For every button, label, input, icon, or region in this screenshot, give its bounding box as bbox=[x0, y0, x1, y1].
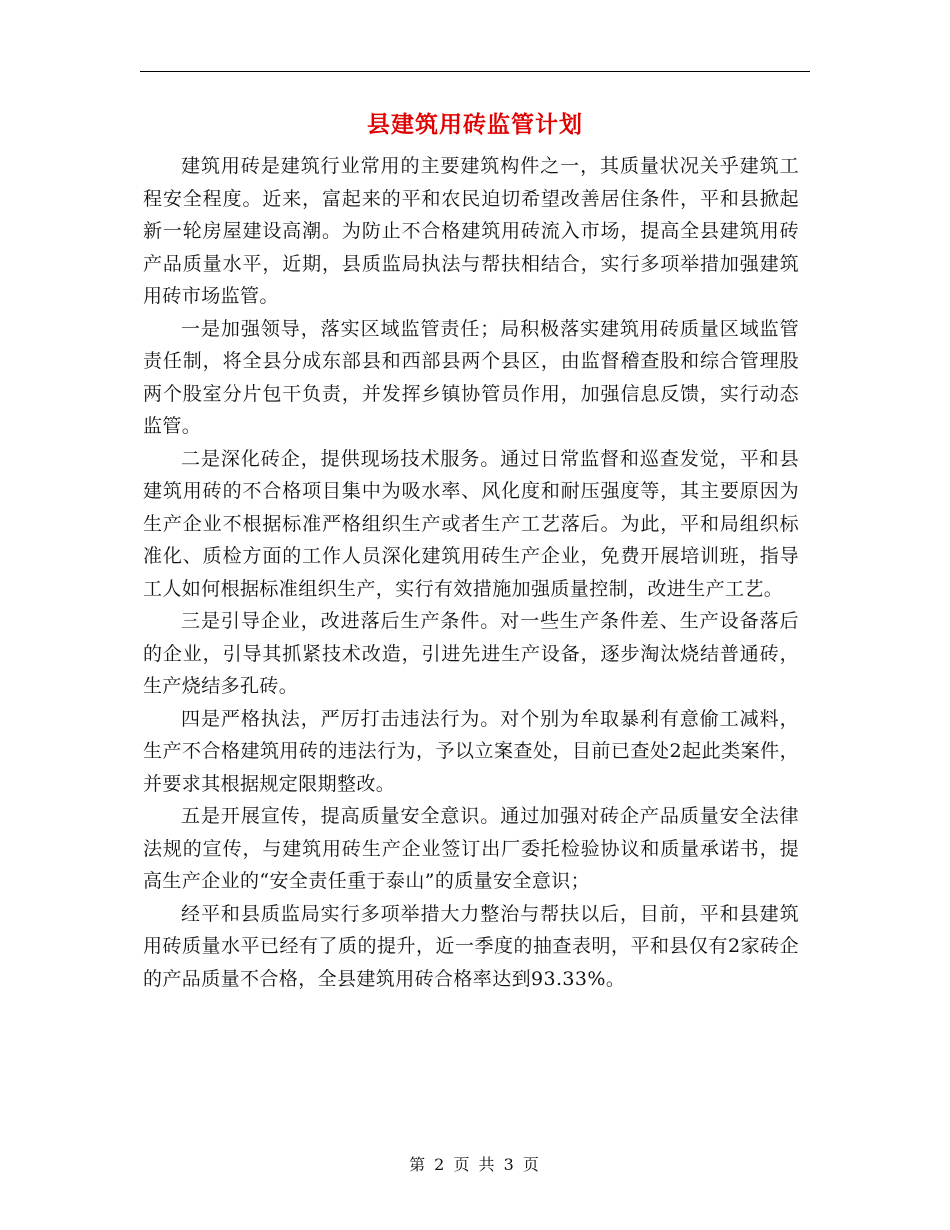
page-number-footer: 第 2 页 共 3 页 bbox=[409, 1155, 541, 1174]
document-title: 县建筑用砖监管计划 bbox=[367, 111, 583, 138]
paragraph-measure-4: 四是严格执法，严厉打击违法行为。对个别为牟取暴利有意偷工减料，生产不合格建筑用砖的违法行为，予以立案查处，目前已查处2起此类案件，并要求其根据规定限期整改。 bbox=[143, 707, 799, 795]
paragraph-intro: 建筑用砖是建筑行业常用的主要建筑构件之一，其质量状况关乎建筑工程安全程度。近来，富起来的平和农民迫切希望改善居住条件，平和县掀起新一轮房屋建设高潮。为防止不合格建筑用砖流入市场，提高全县建筑用砖产品质量水平，近期，县质监局执法与帮扶相结合，实行多项举措加强建筑用砖市场监管。 bbox=[143, 155, 799, 307]
paragraph-measure-3: 三是引导企业，改进落后生产条件。对一些生产条件差、生产设备落后的企业，引导其抓紧技术改造，引进先进生产设备，逐步淘汰烧结普通砖，生产烧结多孔砖。 bbox=[143, 610, 799, 697]
document-body bbox=[143, 150, 799, 995]
header-rule bbox=[140, 71, 810, 72]
paragraph-measure-2: 二是深化砖企，提供现场技术服务。通过日常监督和巡查发觉，平和县建筑用砖的不合格项目集中为吸水率、风化度和耐压强度等，其主要原因为生产企业不根据标准严格组织生产或者生产工艺落后。为此，平和局组织标准化、质检方面的工作人员深化建筑用砖生产企业，免费开展培训班，指导工人如何根据标准组织生产，实行有效措施加强质量控制，改进生产工艺。 bbox=[143, 447, 799, 600]
paragraph-conclusion: 经平和县质监局实行多项举措大力整治与帮扶以后，目前，平和县建筑用砖质量水平已经有了质的提升，近一季度的抽查表明，平和县仅有2家砖企的产品质量不合格，全县建筑用砖合格率达到93.33%。 bbox=[143, 902, 799, 990]
paragraph-measure-5: 五是开展宣传，提高质量安全意识。通过加强对砖企产品质量安全法律法规的宣传，与建筑用砖生产企业签订出厂委托检验协议和质量承诺书，提高生产企业的“安全责任重于泰山”的质量安全意识； bbox=[143, 805, 799, 892]
paragraph-measure-1: 一是加强领导，落实区域监管责任；局积极落实建筑用砖质量区域监管责任制，将全县分成东部县和西部县两个县区，由监督稽查股和综合管理股两个股室分片包干负责，并发挥乡镇协管员作用，加强信息反馈，实行动态监管。 bbox=[143, 317, 799, 437]
